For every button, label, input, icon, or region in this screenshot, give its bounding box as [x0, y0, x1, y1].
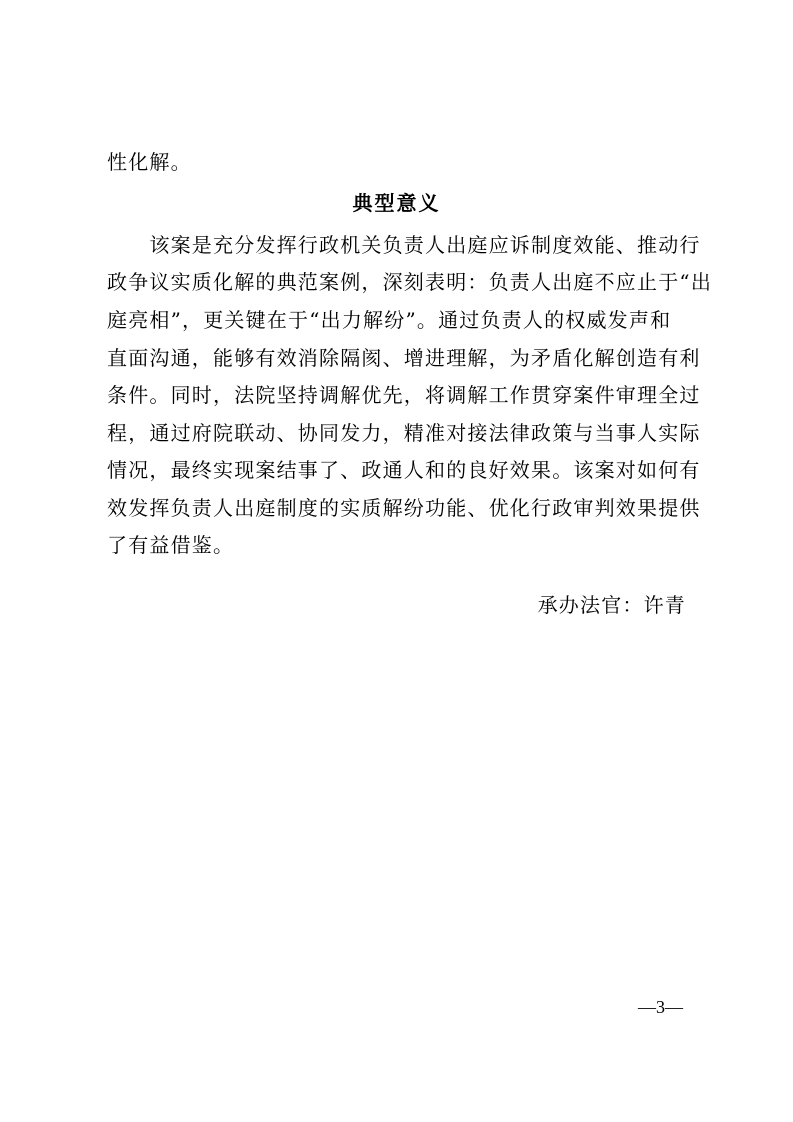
paragraph-line: 情况，最终实现案结事了、政通人和的良好效果。该案对如何有: [107, 458, 701, 482]
paragraph-line: 条件。同时，法院坚持调解优先，将调解工作贯穿案件审理全过: [107, 383, 701, 407]
paragraph-line: 庭亮相”，更关键在于“出力解纷”。通过负责人的权威发声和: [107, 308, 672, 332]
paragraph-line: 效发挥负责人出庭制度的实质解纷功能、优化行政审判效果提供: [107, 496, 701, 520]
page-number: —3—: [638, 997, 683, 1017]
section-heading: 典型意义: [352, 191, 441, 215]
paragraph-line: 了有益借鉴。: [107, 533, 235, 557]
carryover-line: 性化解。: [107, 150, 192, 174]
paragraph-line: 该案是充分发挥行政机关负责人出庭应诉制度效能、推动行: [107, 233, 701, 257]
paragraph-line: 程，通过府院联动、协同发力，精准对接法律政策与当事人实际: [107, 421, 701, 445]
judge-signature: 承办法官：许青: [537, 593, 686, 617]
paragraph-line: 政争议实质化解的典范案例，深刻表明：负责人出庭不应止于“出: [107, 270, 713, 294]
paragraph-line: 直面沟通，能够有效消除隔阂、增进理解，为矛盾化解创造有利: [107, 346, 701, 370]
